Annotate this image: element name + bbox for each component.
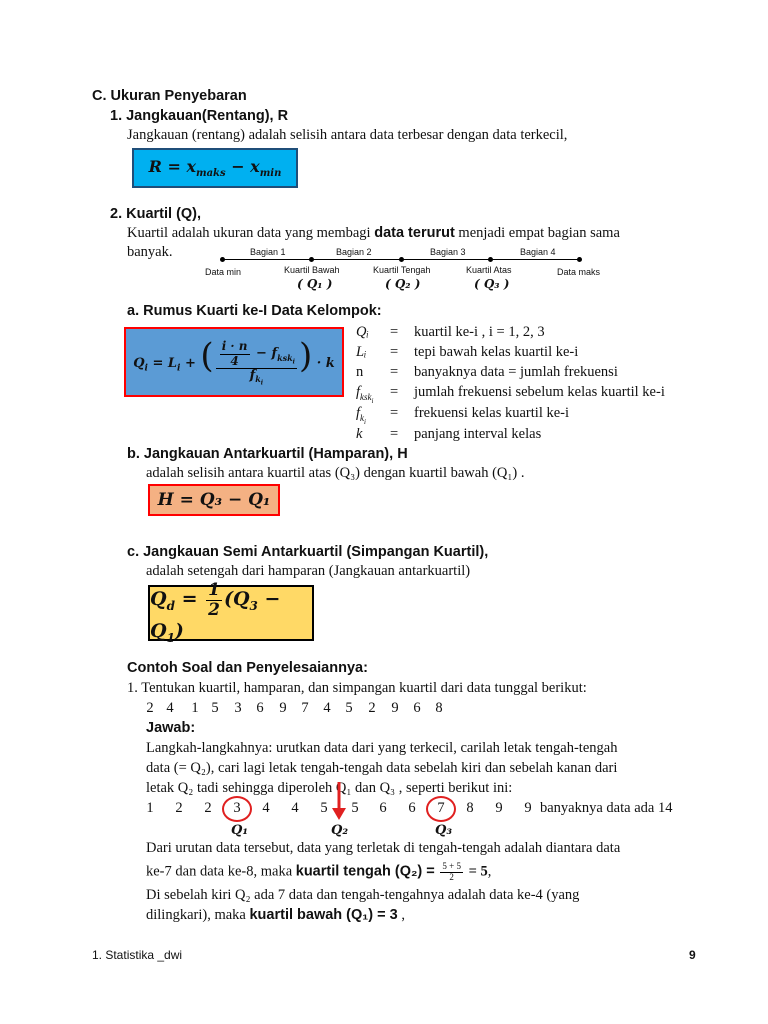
simpangan-formula: $Q_d$ = $\frac{1}{2}$ $(Q_3 - Q_1)$ (150, 580, 281, 645)
sorted-value: 2 (175, 800, 183, 816)
part-label-2: Bagian 2 (336, 247, 372, 257)
item2-title: 2. Kuartil (Q), (110, 206, 202, 222)
sorted-value: 9 (524, 800, 532, 816)
q1-circle (222, 796, 252, 822)
data-value: 5 (345, 700, 353, 716)
data-value: 6 (256, 700, 264, 716)
data-value: 7 (301, 700, 309, 716)
legend-row: $f_{k_i}=$ frekuensi kelas kuartil ke-i (356, 405, 570, 426)
sorted-value: 9 (495, 800, 503, 816)
q1-mark: Q₁ (231, 823, 249, 838)
item2-description: Kuartil adalah ukuran data yang membagi data terurut menjadi empat bagian sama (127, 225, 620, 241)
q2-tick (399, 257, 404, 262)
q3-tick (488, 257, 493, 262)
sub-b-title: b. Jangkauan Antarkuartil (Hamparan), H (127, 446, 408, 462)
sorted-value: 4 (291, 800, 299, 816)
hamparan-formula: H = Q₃ − Q₁ (157, 490, 271, 510)
example-title: Contoh Soal dan Penyelesaiannya: (127, 660, 368, 676)
item2-description-end: banyak. (127, 244, 173, 260)
steps-line-1: Langkah-langkahnya: urutkan data dari yang terkecil, carilah letak tengah-tengah (146, 740, 618, 756)
range-formula: $R = x_{maks} - x_{min}$ (148, 156, 282, 180)
range-formula-box (132, 148, 298, 188)
quartile-number-line (222, 259, 580, 260)
data-value: 4 (166, 700, 174, 716)
data-min-label: Data min (205, 267, 242, 277)
simpangan-formula-box (148, 580, 314, 645)
q1-tick (309, 257, 314, 262)
quartile-formula-box (124, 327, 344, 397)
q2-symbol: ( Q₂ ) (385, 277, 421, 291)
sorted-value: 5 (351, 800, 359, 816)
legend-row: Qᵢ = kuartil ke-i , i = 1, 2, 3 (356, 324, 545, 340)
q3-label: Kuartil Atas (466, 265, 512, 275)
q2-arrow-icon (330, 782, 348, 822)
q2-mark: Q₂ (331, 823, 349, 838)
paragraph-1-line-2: ke-7 dan data ke-8, maka kuartil tengah (Q₂) = $\frac{5 + 5}{2}$ = 5, (146, 861, 492, 882)
data-value: 2 (368, 700, 376, 716)
data-value: 6 (413, 700, 421, 716)
q3-symbol: ( Q₃ ) (474, 277, 510, 291)
sorted-value: 1 (146, 800, 154, 816)
sorted-value: 3 (233, 800, 241, 816)
sorted-value: 6 (379, 800, 387, 816)
legend-row: $f_{ksk_i}=$ jumlah frekuensi sebelum kelas kuartil ke-i (356, 384, 665, 405)
part-label-1: Bagian 1 (250, 247, 286, 257)
count-text: banyaknya data ada 14 (540, 800, 673, 816)
item1-description: Jangkauan (rentang) adalah selisih antara data terbesar dengan data terkecil, (127, 127, 568, 143)
sorted-value: 4 (262, 800, 270, 816)
paragraph-2-line-2: dilingkari), maka kuartil bawah (Q₁) = 3 , (146, 907, 405, 923)
sub-c-description: adalah setengah dari hamparan (Jangkauan antarkuartil) (146, 563, 471, 579)
page-number: 9 (689, 948, 696, 962)
section-heading: C. Ukuran Penyebaran (92, 88, 247, 104)
quartile-formula: $Q_i = L_i$ + ( $\frac{i \cdot n}{4}$ − $f_{ksk_i}$ $f_{k_i}$ ) · k (133, 336, 335, 387)
data-value: 8 (435, 700, 443, 716)
data-value: 5 (211, 700, 219, 716)
sub-c-title: c. Jangkauan Semi Antarkuartil (Simpangan Kuartil), (127, 544, 489, 560)
sub-a-title: a. Rumus Kuarti ke-I Data Kelompok: (127, 303, 382, 319)
data-value: 4 (323, 700, 331, 716)
data-value: 2 (146, 700, 154, 716)
example-question: 1. Tentukan kuartil, hamparan, dan simpangan kuartil dari data tunggal berikut: (127, 680, 587, 696)
steps-line-2: data (= Q₂), cari lagi letak tengah-tengah data sebelah kiri dan sebelah kanan dari (146, 760, 618, 776)
data-value: 1 (191, 700, 199, 716)
q1-label: Kuartil Bawah (284, 265, 340, 275)
q3-mark: Q₃ (435, 823, 453, 838)
part-label-4: Bagian 4 (520, 247, 556, 257)
sorted-value: 6 (408, 800, 416, 816)
sorted-value: 2 (204, 800, 212, 816)
data-value: 3 (234, 700, 242, 716)
data-max-tick (577, 257, 582, 262)
hamparan-formula-box (148, 484, 280, 516)
legend-row: Lᵢ = tepi bawah kelas kuartil ke-i (356, 344, 579, 360)
paragraph-2-line-1: Di sebelah kiri Q₂ ada 7 data dan tengah-tengahnya adalah data ke-4 (yang (146, 887, 580, 903)
sorted-value: 8 (466, 800, 474, 816)
item1-title: 1. Jangkauan(Rentang), R (110, 108, 289, 124)
q1-symbol: ( Q₁ ) (297, 277, 333, 291)
sorted-value: 5 (320, 800, 328, 816)
part-label-3: Bagian 3 (430, 247, 466, 257)
paragraph-1-line-1: Dari urutan data tersebut, data yang terletak di tengah-tengah adalah diantara data (146, 840, 621, 856)
sorted-value: 7 (437, 800, 445, 816)
steps-line-3: letak Q₂ tadi sehingga diperoleh Q₁ dan Q₃ , seperti berikut ini: (146, 780, 513, 796)
data-min-tick (220, 257, 225, 262)
q2-label: Kuartil Tengah (373, 265, 431, 275)
answer-label: Jawab: (146, 720, 196, 736)
sub-b-description: adalah selisih antara kuartil atas (Q₃) dengan kuartil bawah (Q₁) . (146, 465, 525, 481)
data-value: 9 (391, 700, 399, 716)
data-max-label: Data maks (557, 267, 601, 277)
footer-text: 1. Statistika _dwi (92, 948, 183, 962)
legend-row: k = panjang interval kelas (356, 426, 542, 442)
legend-row: n = banyaknya data = jumlah frekuensi (356, 364, 618, 380)
q3-circle (426, 796, 456, 822)
data-value: 9 (279, 700, 287, 716)
